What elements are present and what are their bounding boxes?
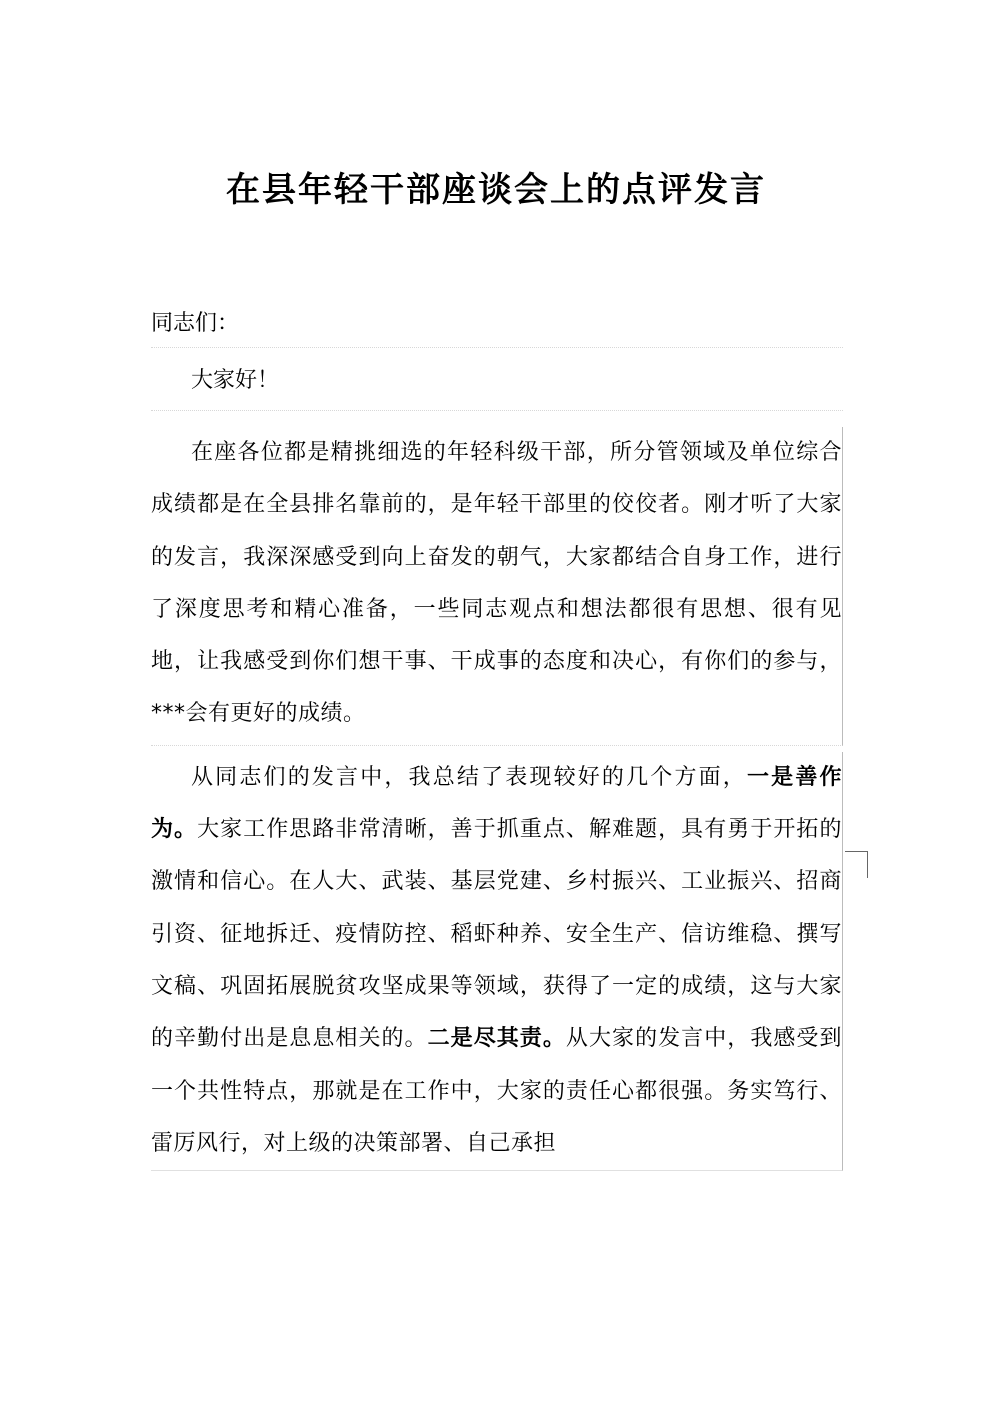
paragraph-1: 在座各位都是精挑细选的年轻科级干部，所分管领域及单位综合成绩都是在全县排名靠前的，是年轻干部里的佼佼者。刚才听了大家的发言，我深深感受到向上奋发的朝气，大家都结合自身工作，进行了深度思考和精心准备，一些同志观点和想法都很有思想、很有见地，让我感受到你们想干事、干成事的态度和决心，有你们的参与，***会有更好的成绩。: [151, 427, 843, 746]
margin-corner-mark: [845, 851, 868, 878]
paragraph-2-intro: 从同志们的发言中，我总结了表现较好的几个方面，: [191, 764, 747, 790]
paragraph-2-body: 大家工作思路非常清晰，善于抓重点、解难题，具有勇于开拓的激情和信心。在人大、武装、基层党建、乡村振兴、工业振兴、招商引资、征地拆迁、疫情防控、稻虾种养、安全生产、信访维稳、撰写文稿、巩固拓展脱贫攻坚成果等领域，获得了一定的成绩，这与大家的辛勤付出是息息相关的。: [151, 817, 842, 1052]
document-body: [151, 305, 843, 1171]
paragraph-2: [151, 752, 843, 1171]
greeting: 大家好！: [151, 366, 843, 411]
document-title: 在县年轻干部座谈会上的点评发言: [226, 170, 766, 210]
point-heading-1: 一是善作为。: [151, 764, 842, 843]
point-heading-2: 二是尽其责。: [427, 1026, 566, 1052]
paragraph-2-continuation: 从大家的发言中，我感受到一个共性特点，那就是在工作中，大家的责任心都很强。务实笃行、雷厉风行，对上级的决策部署、自己承担: [151, 1026, 842, 1156]
salutation: 同志们：: [151, 305, 843, 348]
